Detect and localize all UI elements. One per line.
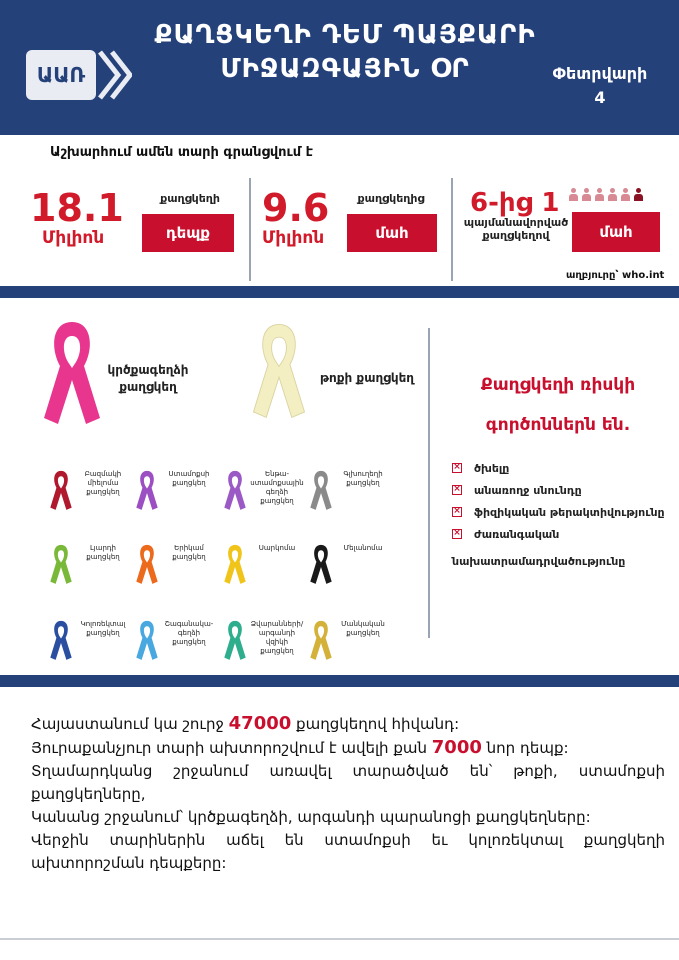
breast-cancer-ribbon-icon (38, 318, 106, 426)
paragraph-new-cases: Յուրաքանչյուր տարի ախտորոշվում է ավելի քան 7000 նոր դեպք: (31, 737, 569, 758)
ribbon-label: Ձվարանների/ արգանդի վզիկի քաղցկեղ (250, 620, 304, 655)
ribbon-icon (222, 468, 248, 512)
ribbon-icon (308, 542, 334, 586)
ribbon-label: Կոլոռեկտալ քաղցկեղ (80, 620, 126, 637)
ratio-label: պայմանավորված քաղցկեղով (463, 216, 569, 242)
stats-intro: Աշխարհում ամեն տարի գրանցվում է (50, 145, 313, 160)
ribbon-icon (48, 468, 74, 512)
cases-number: 18.1 (30, 186, 124, 230)
divider-band-bottom (0, 675, 679, 687)
ribbon-icon (134, 542, 160, 586)
ribbon-label: Գլխուղեղի քաղցկեղ (343, 470, 383, 487)
checkbox-x-icon: × (453, 528, 461, 538)
ribbon-icon (48, 542, 74, 586)
ribbon-label: Մանկական քաղցկեղ (341, 620, 385, 637)
ribbon-label: Բազմակի միելոմա քաղցկեղ (84, 470, 122, 496)
ribbon-label: Սարկոմա (258, 544, 296, 552)
checkbox-x-icon: × (453, 506, 461, 516)
person-icon-highlighted (633, 188, 644, 201)
ratio-number: 6-ից 1 (470, 188, 560, 218)
lung-cancer-ribbon-icon (248, 318, 310, 422)
deaths-box: մահ (347, 214, 437, 252)
paragraph-patients: Հայաստանում կա շուրջ 47000 քաղցկեղով հիվանդ: (31, 713, 460, 734)
list-item: × ժառանգական (453, 528, 560, 541)
paragraph-men: Տղամարդկանց շրջանում առավել տարածված են՝ թոքի, ստամոքսի քաղցկեղները, (31, 762, 665, 803)
person-icon (607, 188, 618, 201)
person-icon (620, 188, 631, 201)
risk-item-continuation: նախատրամադրվածությունը (452, 555, 626, 568)
ribbon-label: Շագանակա- գեղձի քաղցկեղ (164, 620, 214, 646)
paragraph-women: Կանանց շրջանում՝ կրծքագեղձի, արգանդի պարանոցի քաղցկեղները: (31, 808, 591, 826)
cases-box: դեպք (142, 214, 234, 252)
lung-cancer-label: թոքի քաղցկեղ (319, 371, 415, 385)
ribbon-label: Մելանոմա (343, 544, 383, 552)
stats-divider-1 (249, 178, 251, 281)
breast-cancer-label: կրծքագեղձի քաղցկեղ (107, 363, 189, 394)
checkbox-x-icon: × (453, 462, 461, 472)
date-month: Փետրվարի (552, 64, 648, 83)
bottom-text (31, 712, 665, 875)
cases-unit: Միլիոն (42, 228, 105, 248)
risk-list (452, 462, 679, 550)
list-item: × ֆիզիկական թերակտիվությունը (453, 506, 665, 519)
divider-band-top (0, 286, 679, 298)
ribbon-label: Լյարդի քաղցկեղ (86, 544, 120, 561)
checkbox-x-icon: × (453, 484, 461, 494)
ribbon-icon (222, 618, 248, 662)
cases-label: քաղցկեղի (160, 192, 220, 205)
ribbon-label: Երիկամ քաղցկեղ (172, 544, 206, 561)
ribbon-icon (222, 542, 248, 586)
logo: ԱԱՌ (26, 50, 96, 100)
deaths-number: 9.6 (262, 186, 330, 230)
date-day: 4 (594, 88, 606, 107)
risk-title: Քաղցկեղի ռիսկի գործոններն են. (480, 375, 636, 435)
deaths-unit: Միլիոն (262, 228, 325, 248)
ribbon-label: Ենթա- ստամոքսային գեղձի քաղցկեղ (250, 470, 304, 505)
page-title (145, 18, 545, 86)
ribbon-label: Ստամոքսի քաղցկեղ (168, 470, 210, 487)
title-line-1: ՔԱՂՑԿԵՂԻ ԴԵՄ ՊԱՅՔԱՐԻ (154, 20, 536, 50)
header-banner (0, 0, 679, 135)
person-icon (594, 188, 605, 201)
ribbon-icon (134, 468, 160, 512)
date-label (530, 62, 670, 110)
list-item: × անառողջ սնունդը (453, 484, 582, 497)
person-icon (581, 188, 592, 201)
risk-divider (428, 328, 430, 638)
deaths-label: քաղցկեղից (357, 192, 425, 205)
people-icons (568, 188, 644, 201)
source-note: աղբյուրը՝ who.int (566, 270, 665, 281)
ribbon-icon (134, 618, 160, 662)
bottom-divider (0, 938, 679, 940)
ribbon-icon (48, 618, 74, 662)
title-line-2: ՄԻՋԱԶԳԱՅԻՆ ՕՐ (220, 54, 470, 84)
ribbon-icon (308, 618, 334, 662)
list-item: × ծխելը (453, 462, 510, 475)
stats-divider-2 (451, 178, 453, 281)
chevron-right-icon (96, 48, 132, 102)
ribbon-icon (308, 468, 334, 512)
ratio-box: մահ (572, 212, 660, 252)
person-icon (568, 188, 579, 201)
paragraph-trend: Վերջին տարիներին աճել են ստամոքսի եւ կոլոռեկտալ քաղցկեղի ախտորոշման դեպքերը: (31, 831, 665, 872)
